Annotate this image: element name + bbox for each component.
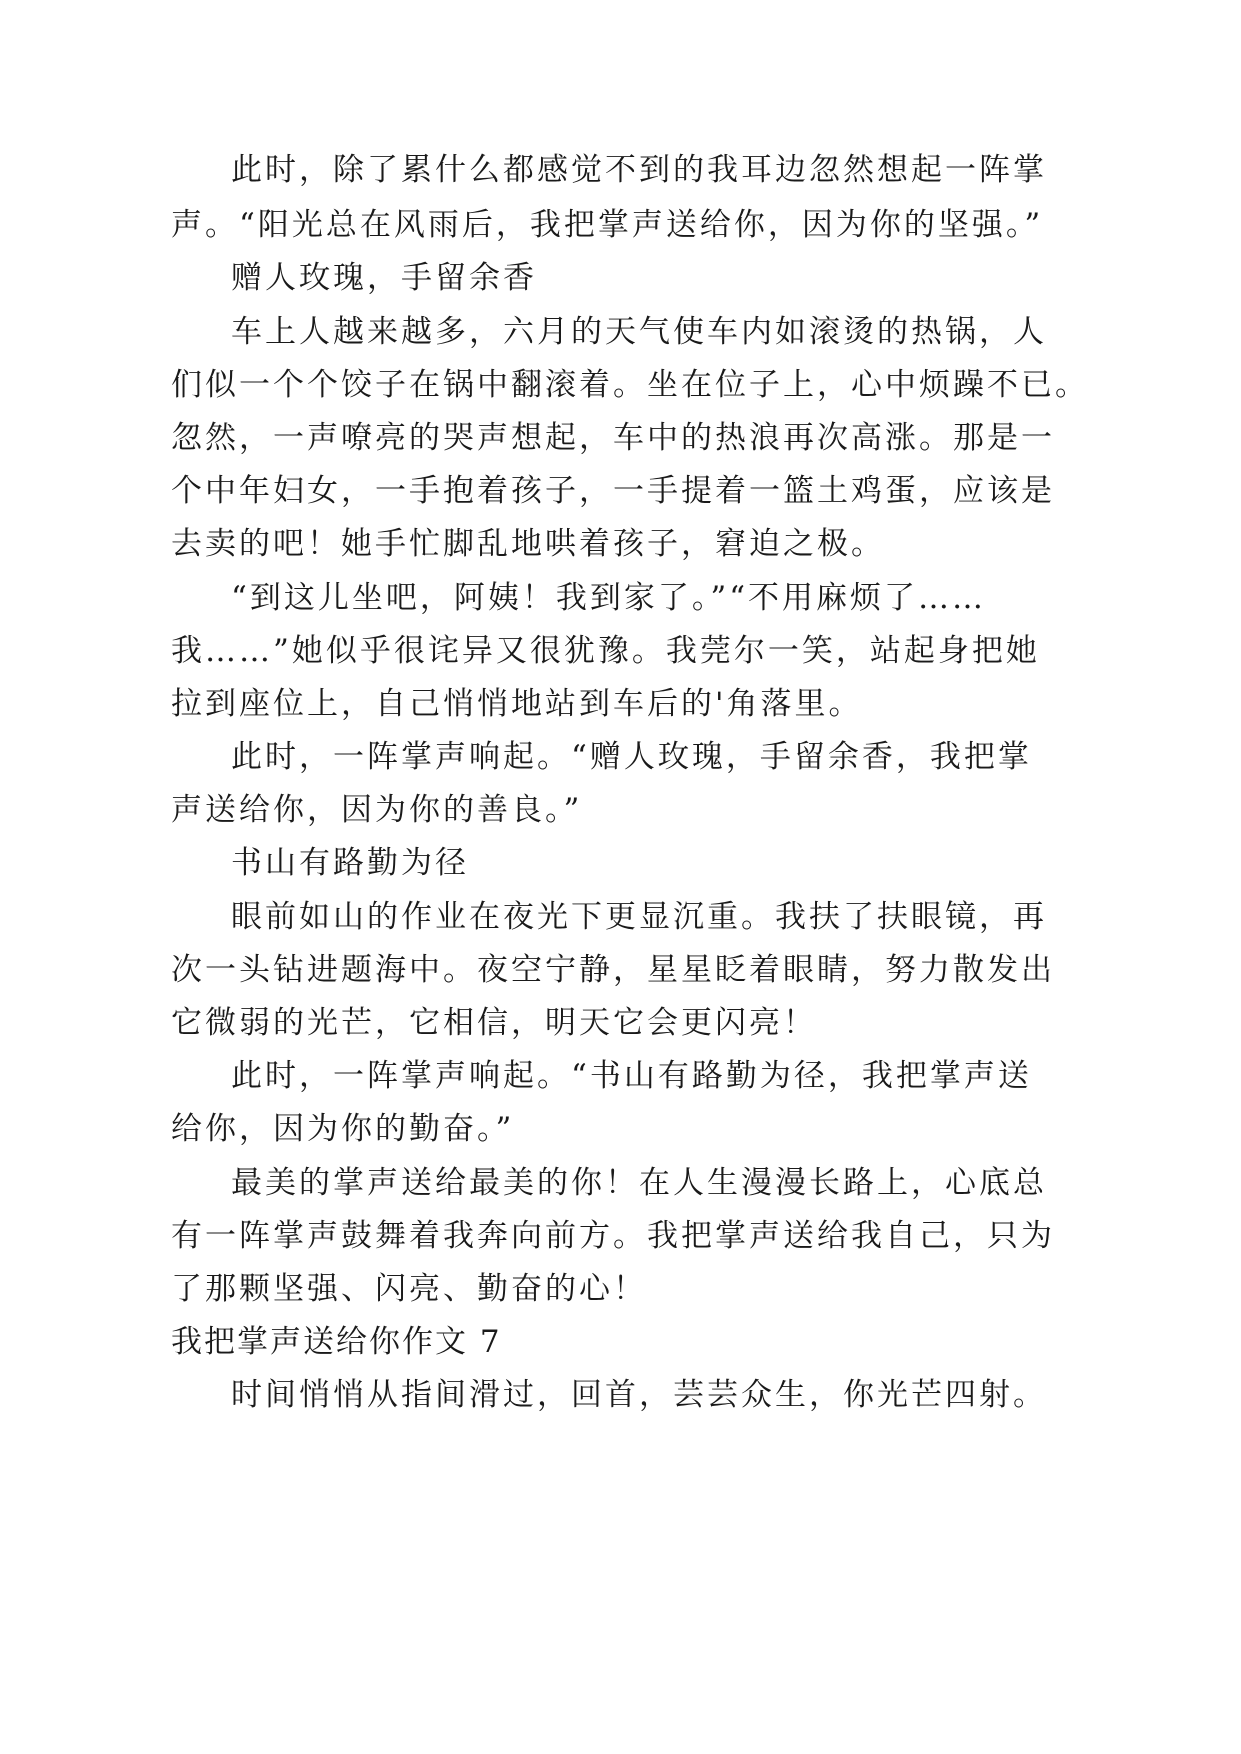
paragraph-line: 我……”她似乎很诧异又很犹豫。我莞尔一笑，站起身把她: [171, 633, 1040, 669]
paragraph-line: 此时，一阵掌声响起。“书山有路勤为径，我把掌声送: [231, 1058, 1032, 1094]
paragraph-line: 此时，一阵掌声响起。“赠人玫瑰，手留余香，我把掌: [231, 739, 1032, 775]
paragraph-line: 时间悄悄从指间滑过，回首，芸芸众生，你光芒四射。: [231, 1377, 1047, 1413]
paragraph-line: 了那颗坚强、闪亮、勤奋的心！: [171, 1271, 647, 1307]
paragraph-line: 给你，因为你的勤奋。”: [171, 1111, 515, 1147]
section-heading: 书山有路勤为径: [231, 845, 469, 881]
paragraph-line: 忽然，一声嘹亮的哭声想起，车中的热浪再次高涨。那是一: [171, 420, 1055, 456]
paragraph-line: 它微弱的光芒，它相信，明天它会更闪亮！: [171, 1005, 817, 1041]
paragraph-line: 此时，除了累什么都感觉不到的我耳边忽然想起一阵掌: [231, 152, 1047, 188]
paragraph-line: 最美的掌声送给最美的你！在人生漫漫长路上，心底总: [231, 1165, 1047, 1201]
paragraph-line: 车上人越来越多，六月的天气使车内如滚烫的热锅，人: [231, 314, 1047, 350]
paragraph-line: 次一头钻进题海中。夜空宁静，星星眨着眼睛，努力散发出: [171, 952, 1055, 988]
paragraph-line: 声。“阳光总在风雨后，我把掌声送给你，因为你的坚强。”: [171, 207, 1044, 243]
document-title: 我把掌声送给你作文 7: [171, 1324, 502, 1360]
paragraph-line: “到这儿坐吧，阿姨！我到家了。”“不用麻烦了……: [231, 580, 987, 616]
paragraph-line: 拉到座位上，自己悄悄地站到车后的'角落里。: [171, 686, 863, 722]
paragraph-line: 去卖的吧！她手忙脚乱地哄着孩子，窘迫之极。: [171, 526, 885, 562]
paragraph-line: 们似一个个饺子在锅中翻滚着。坐在位子上，心中烦躁不已。: [171, 367, 1089, 403]
paragraph-line: 声送给你，因为你的善良。”: [171, 792, 583, 828]
paragraph-line: 有一阵掌声鼓舞着我奔向前方。我把掌声送给我自己，只为: [171, 1218, 1055, 1254]
section-heading: 赠人玫瑰，手留余香: [231, 260, 537, 296]
paragraph-line: 个中年妇女，一手抱着孩子，一手提着一篮土鸡蛋，应该是: [171, 473, 1055, 509]
paragraph-line: 眼前如山的作业在夜光下更显沉重。我扶了扶眼镜，再: [231, 899, 1047, 935]
